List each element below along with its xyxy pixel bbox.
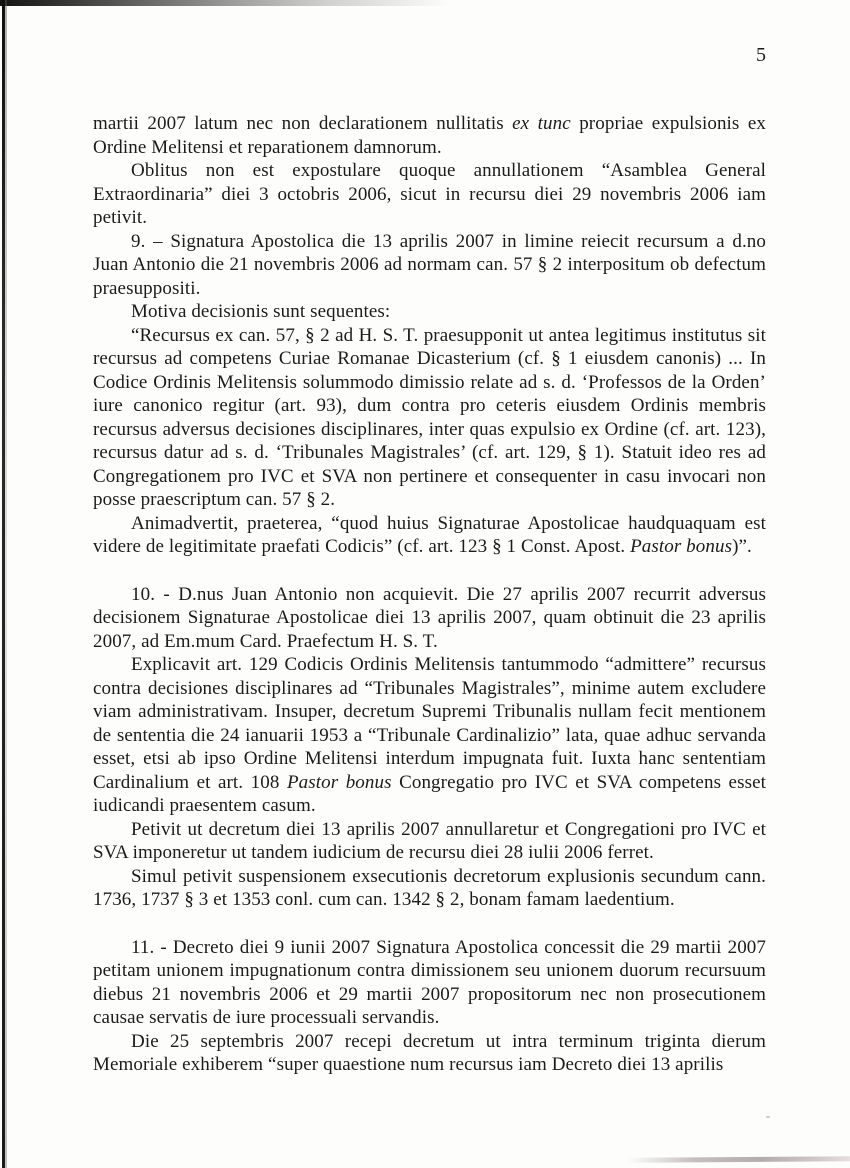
paragraph-p12-die-25: [93, 1030, 766, 1077]
paragraph-p3-item-9: [93, 230, 766, 301]
paragraph-p1-continuation: [93, 112, 766, 159]
text-run: 11. - Decreto diei 9 iunii 2007 Signatura Apostolica concessit die 29 martii 2007 petitam unionem impugnationum contra dimissionem seu unionem duorum recursuum diebus 21 novembris 2006 et 29 martii 2007 propositorum nec non prosecutionem causae servatis de iure processuali servandis.: [93, 936, 766, 1028]
text-run: martii 2007 latum nec non declarationem nullitatis: [93, 113, 513, 134]
paragraph-p11-item-11: [93, 936, 766, 1030]
paragraph-p5-recursus-quote: [93, 324, 766, 512]
text-run: Petivit ut decretum diei 13 aprilis 2007 annullaretur et Congregationi pro IVC et SVA imponeretur ut tandem iudicium de recursu diei 28 iulii 2006 ferret.: [93, 818, 766, 863]
text-run: Die 25 septembris 2007 recepi decretum ut intra terminum triginta dierum Memoriale exhiberem “super quaestione num recursus iam Decreto diei 13 aprilis: [93, 1030, 766, 1075]
text-run: Animadvertit, praeterea, “quod huius Signaturae Apostolicae haudquaquam est videre de legitimitate praefati Codicis” (cf. art. 123 § 1 Const. Apost.: [93, 512, 766, 557]
text-run: Congregatio pro IVC et SVA competens esset iudicandi praesentem casum.: [93, 771, 766, 816]
paragraph-p7-item-10: [93, 583, 766, 654]
scan-artifact-speck: [766, 1116, 770, 1118]
italic-text-run: Pastor bonus: [286, 771, 392, 793]
text-run: )”.: [732, 536, 752, 557]
text-run: Explicavit art. 129 Codicis Ordinis Melitensis tantummodo “admittere” recursus contra decisiones disciplinares ad “Tribunales Magistrales”, minime autem excludere viam administrativam. Insuper, decretum Supremi Tribunalis nullam fecit mentionem de sententia die 24 ianuarii 1953 a “Tribunale Cardinalizio” lata, quae adhuc servanda esset, etsi ab ipso Ordine Melitensi interdum impugnata fuit. Iuxta hanc sententiam Cardinalium et art. 108: [93, 654, 766, 793]
italic-text-run: ex tunc: [512, 113, 571, 134]
text-run: 9. – Signatura Apostolica die 13 aprilis 2007 in limine reiecit recursum a d.no Juan Antonio die 21 novembris 2006 ad normam can. 57 § 2 interpositum ob defectum praesuppositi.: [93, 230, 766, 299]
page-number: 5: [756, 44, 766, 66]
document-body-text: [93, 112, 766, 1077]
text-run: 10. - D.nus Juan Antonio non acquievit. Die 27 aprilis 2007 recurrit adversus decisionem Signaturae Apostolicae diei 13 aprilis 2007, quam obtinuit die 23 aprilis 2007, ad Em.mum Card. Praefectum H. S. T.: [93, 583, 766, 652]
text-run: Oblitus non est expostulare quoque annullationem “Asamblea General Extraordinaria” diei 3 octobris 2006, sicut in recursu diei 29 novembris 2006 iam petivit.: [93, 160, 766, 228]
paragraph-p10-simul: [93, 865, 766, 912]
text-run: Motiva decisionis sunt sequentes:: [131, 301, 391, 322]
text-run: “Recursus ex can. 57, § 2 ad H. S. T. praesupponit ut antea legitimus institutus sit recursus ad competens Curiae Romanae Dicasterium (cf. § 1 eiusdem canonis) ... In Codice Ordinis Melitensis solummodo dimissio relate ad s. d. ‘Professos de la Orden’ iure canonico regitur (art. 93), dum contra pro ceteris eiusdem Ordinis membris recursus adversus decisiones disciplinares, inter quas expulsio ex Ordine (cf. art. 123), recursus datur ad s. d. ‘Tribunales Magistrales’ (cf. art. 129, § 1). Statuit ideo res ad Congregationem pro IVC et SVA non pertinere et consequenter in casu invocari non posse praescriptum can. 57 § 2.: [93, 324, 766, 510]
paragraph-p9-petivit: [93, 818, 766, 865]
text-run: Simul petivit suspensionem exsecutionis decretorum explusionis secundum cann. 1736, 1737 § 3 et 1353 conl. cum can. 1342 § 2, bonam famam laedentium.: [93, 865, 766, 910]
paragraph-p6-animadvertit: [93, 512, 766, 559]
paragraph-p4-motiva: [93, 300, 766, 324]
italic-text-run: Pastor bonus: [630, 536, 733, 557]
text-run: propriae expulsionis ex Ordine Melitensi et reparationem damnorum.: [93, 113, 766, 158]
paragraph-p2-oblitus: [93, 159, 766, 230]
scan-artifact-top-edge: [0, 0, 450, 6]
paragraph-p8-explicavit: [93, 653, 766, 818]
scan-artifact-left-edge-shadow: [5, 0, 7, 1168]
scan-artifact-bottom-smudge: [628, 1156, 850, 1163]
